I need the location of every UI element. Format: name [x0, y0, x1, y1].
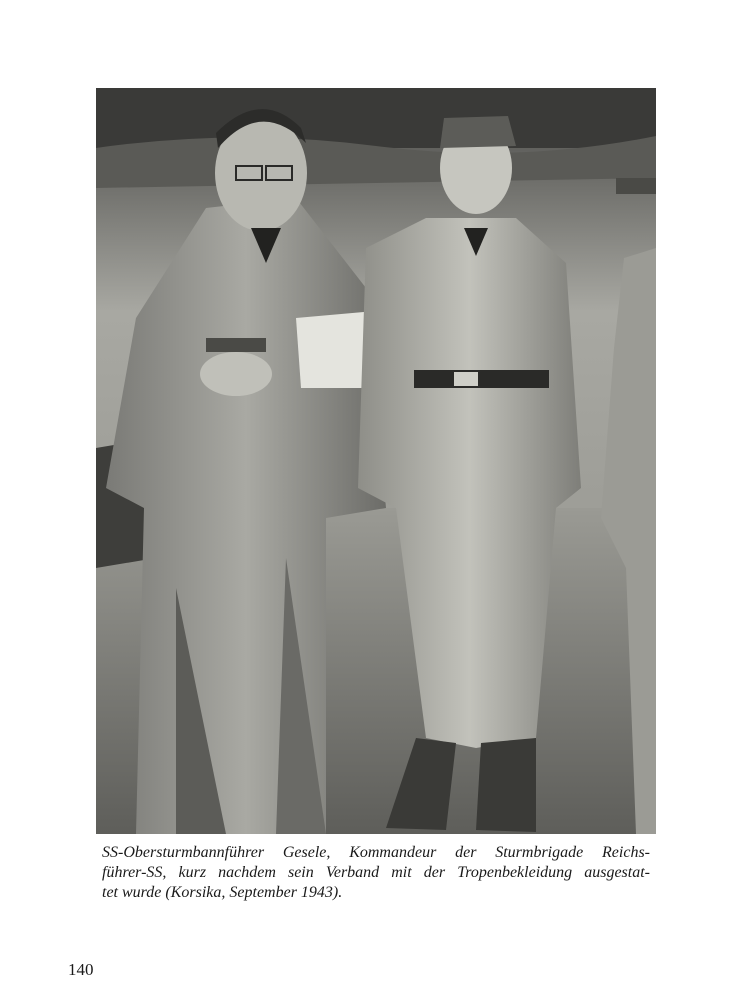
caption-line: führer-SS, kurz nachdem sein Verband mit der Tropenbekleidung ausgestat-	[102, 864, 650, 881]
caption-line: tet wurde (Korsika, September 1943).	[102, 884, 343, 901]
photograph-illustration	[96, 88, 656, 834]
caption-line: SS-Obersturmbannführer Gesele, Kommandeur der Sturmbrigade Reichs-	[102, 844, 650, 861]
photo-caption	[102, 843, 650, 903]
photograph	[96, 88, 656, 834]
page-number: 140	[68, 960, 94, 979]
